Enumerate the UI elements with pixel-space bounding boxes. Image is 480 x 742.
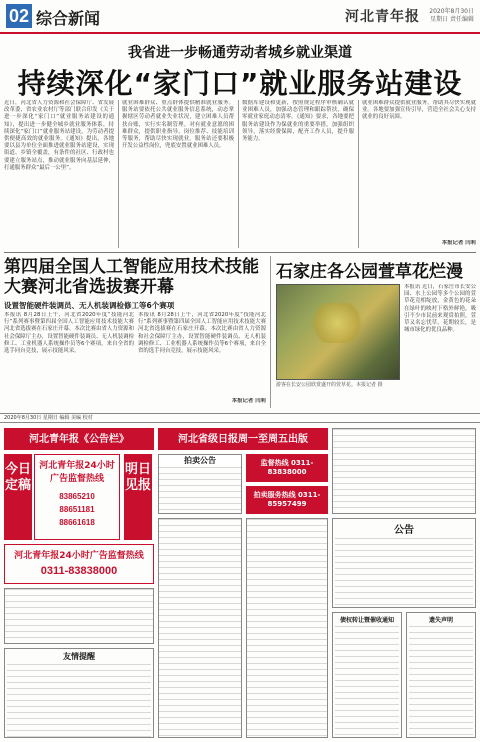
ads-info-strip: 2020年8月30日 星期日 编辑 美编 校对 <box>0 413 480 423</box>
lost-declaration <box>406 612 476 738</box>
center-banner <box>158 428 328 450</box>
lost-declaration-title: 遗失声明 <box>428 617 453 624</box>
hotline2-phone: 0311-83838000 <box>40 565 118 577</box>
story2-byline: 本报记者 闫莉 <box>231 398 266 404</box>
story2-body: 本报讯 8月28日上午，河北省2020年度“技能河北行”系列赛事暨第四届全国人工智能应用技术技能大赛河北省选拔赛在石家庄开幕。本次比赛由省人力资源和社会保障厅主办，设置智能硬件装调员、无人机装调检修工、工业机器人系统操作员等6个赛项，来自全省的选手同台竞技，展示技能风采。 <box>4 312 134 355</box>
lead-kicker: 我省进一步畅通劳动者城乡就业渠道 <box>128 45 352 61</box>
hotline2-ad <box>4 544 154 584</box>
debt-transfer-text <box>335 626 399 736</box>
today-tag: 今日定稿 <box>4 454 32 540</box>
masthead-date: 2020年8月30日 星期日 责任编辑 <box>429 8 474 23</box>
lost-declaration-text <box>409 626 473 736</box>
lead-byline: 本报记者 闫莉 <box>441 240 476 246</box>
section-title: 综合新闻 <box>36 9 101 28</box>
story2-body-cont: 本报讯 8月28日上午，河北省2020年度“技能河北行”系列赛事暨第四届全国人工智能应用技术技能大赛河北省选拔赛在石家庄开幕。本次比赛由省人力资源和社会保障厅主办，设置智能硬件装调员、无人机装调检修工、工业机器人系统操作员等6个赛项，来自全省的选手同台竞技，展示技能风采。 <box>138 312 266 355</box>
lead-column-4: 就业困难群众提供就业服务，帮助其尽快实现就业。各地要加强宣传引导，营造全社会关心支持就业的良好氛围。 <box>362 100 476 121</box>
story3-body: 本报讯 近日，石家庄市长安公园、水上公园等多个公园的萱草花竞相绽放，金黄色的花朵在绿叶的映衬下格外鲜艳，吸引不少市民前来观赏拍照。萱草又名忘忧草，花期较长，是城市绿化的优良品种。 <box>404 284 476 334</box>
section-rule <box>4 252 476 253</box>
photo-caption: 游客在长安公园欣赏盛开的萱草花。本报记者 摄 <box>276 382 383 388</box>
column-divider <box>118 100 119 248</box>
lead-headline: 持续深化“家门口”就业服务站建设 <box>17 67 463 100</box>
classified-notices-left <box>4 588 154 644</box>
supervision-hotline-box <box>246 454 328 482</box>
lead-column-2: 就业困难群众、重点群体提供精准就业服务。服务站要依托公共就业服务信息系统，动态掌握辖区劳动者就业失业状况，建立困难人员帮扶台账，实行实名制管理。对有就业意愿的困难群众，提供职业指导、岗位推荐、技能培训等服务，帮助尽快实现就业。服务站还要积极开发公益性岗位，兜底安置就业困难人员。 <box>122 100 234 150</box>
announcement-title: 公告 <box>394 525 414 536</box>
flower-photo <box>276 284 400 380</box>
lead-column-1: 近日，河北省人力资源和社会保障厅、省发展改革委、省农业农村厅等部门联合印发《关于进一步深化“家门口”就业服务站建设的通知》，提出进一步健全城乡就业服务体系，持续深化“家门口”就业服务站建设，为劳动者提供便捷高效的就业服务。《通知》提出，各地要以县为单位全面推进就业服务站建设，实现街道、乡镇全覆盖，有条件的社区、行政村也要建立服务站点，推动就业服务向基层延伸，打通服务群众“最后一公里”。 <box>4 100 114 171</box>
auction-title: 拍卖公告 <box>159 455 241 466</box>
notice-board-banner <box>4 428 154 450</box>
supervision-hotline: 监督热线 0311-83838000 <box>260 459 314 476</box>
auction-notice-3 <box>246 518 328 738</box>
phone-number-3: 88661618 <box>59 518 95 527</box>
story-divider <box>270 256 271 408</box>
phone-number-2: 88651181 <box>59 505 95 514</box>
friendly-tip-box <box>4 648 154 738</box>
paper-logo: 河北青年报 <box>345 9 420 25</box>
masthead <box>0 0 480 34</box>
announcement-text <box>335 538 473 608</box>
announcement-box <box>332 518 476 608</box>
public-notice-right <box>332 428 476 514</box>
hotline-ad <box>34 454 120 540</box>
column-divider <box>238 100 239 248</box>
story3-headline: 石家庄各公园萱草花烂漫 <box>276 262 463 282</box>
friendly-tip-title: 友情提醒 <box>63 652 95 661</box>
auction-notice-2 <box>158 518 242 738</box>
debt-transfer-title: 债权转让暨催收通知 <box>339 617 394 624</box>
phone-number-1: 83865210 <box>59 492 95 501</box>
story2-subtitle: 设置智能硬件装调员、无人机装调检修工等6个赛项 <box>4 301 175 310</box>
auction-hotline-box <box>246 486 328 514</box>
notice-board-title: 河北青年报《公告栏》 <box>29 434 129 445</box>
debt-transfer-notice <box>332 612 402 738</box>
auction-hotline: 拍卖服务热线 0311-85957499 <box>253 491 321 508</box>
lead-column-3: 数据库建设和更新，按照规定程序审核确认就业困难人员，加强动态管理和跟踪帮扶，确保零就业家庭动态清零。《通知》要求，各地要把服务站建设作为保就业的重要举措，加强组织领导，落实经费保障，配齐工作人员，提升服务能力。 <box>242 100 354 143</box>
hotline2-label: 河北青年报24小时广告监督热线 <box>14 551 144 561</box>
column-divider <box>358 100 359 248</box>
friendly-tip-text <box>7 664 151 738</box>
tomorrow-tag: 明日见报 <box>124 454 152 540</box>
story2-headline: 第四届全国人工智能应用技术技能大赛河北省选拔赛开幕 <box>4 257 259 297</box>
hotline-label: 河北青年报24小时广告监督热线 <box>39 461 115 484</box>
page-number: 02 <box>6 4 32 28</box>
auction-notice-1 <box>158 454 242 514</box>
center-banner-title: 河北省级日报周一至周五出版 <box>178 434 308 445</box>
